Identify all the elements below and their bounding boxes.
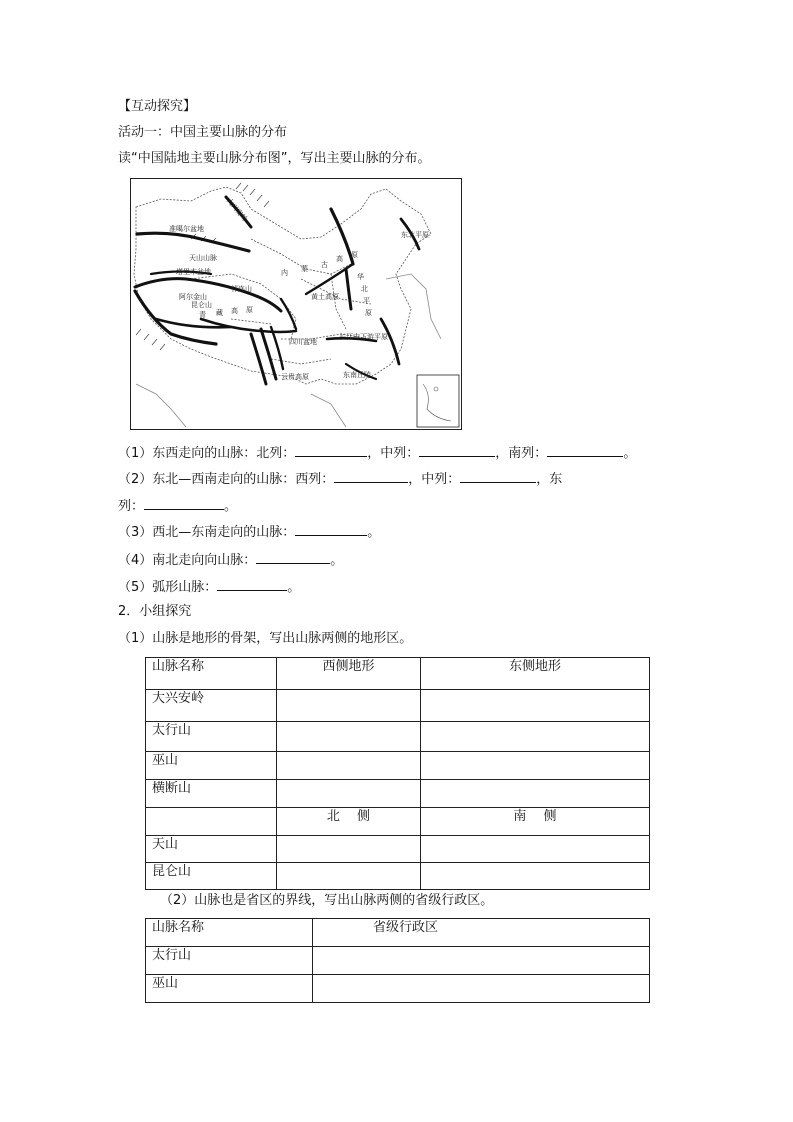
china-mountain-map [130,178,462,430]
t1-cell-answer[interactable] [421,863,650,890]
label-tarim: 塔里木盆地 [176,268,211,276]
t1-cell-answer[interactable] [277,863,421,890]
q4-end: 。 [330,553,344,568]
group-question-1: （1）山脉是地形的骨架，写出山脉两侧的地形区。 [118,631,413,646]
q2-mid1: ，中列： [408,472,461,487]
t1-cell-answer[interactable] [421,690,650,722]
q1-prefix: （1）东西走向的山脉：北列： [118,446,296,461]
table-row [146,947,650,975]
t1-header-west: 西侧地形 [277,658,421,690]
q1-middle-blank[interactable] [419,443,495,457]
label-north-china-4: 原 [365,309,372,317]
t1-subheader-empty [146,808,277,836]
t1-cell-answer[interactable] [277,722,421,752]
t1-cell-answer[interactable] [277,836,421,863]
t1-cell-answer[interactable] [277,780,421,808]
label-inner-2: 蒙 [301,265,308,273]
q5-blank[interactable] [217,577,287,591]
q3-blank[interactable] [295,522,367,536]
label-northeast-plain: 东北平原 [401,231,429,239]
t1-cell-answer[interactable] [421,752,650,780]
q2-middle-blank[interactable] [460,469,536,483]
q2-mid2: ，东 [536,472,563,487]
question-2 [118,469,562,488]
q2-prefix: （2）东北—西南走向的山脉：西列： [118,472,335,487]
q1-mid2: ，南列： [495,446,548,461]
t1-header-name: 山脉名称 [146,658,277,690]
t1-row-name: 天山 [146,836,277,863]
t2-row-name: 太行山 [146,947,313,975]
question-1 [118,443,636,462]
table-row [146,863,650,890]
t1-cell-answer[interactable] [421,722,650,752]
terrain-table [145,657,650,890]
label-inner-3: 古 [321,261,328,269]
map-drawing [131,179,461,429]
label-sichuan: 四川盆地 [289,338,317,346]
label-north-china-2: 北 [361,285,368,293]
q3-prefix: （3）西北—东南走向的山脉： [118,525,296,540]
table-row [146,975,650,1003]
table-row [146,836,650,863]
label-loess: 黄土高原 [311,293,339,301]
q1-end: 。 [623,446,637,461]
t1-subheader-north: 北 侧 [277,808,421,836]
q1-south-blank[interactable] [547,443,623,457]
label-tianshan: 天山山脉 [189,254,217,262]
label-qilian: 祁连山 [231,285,252,293]
table-row [146,752,650,780]
t1-row-name: 横断山 [146,780,277,808]
label-zang: 藏 [216,309,223,317]
label-yangtze-plain: 长江中下游平原 [339,333,388,341]
question-3 [118,522,380,541]
label-altun: 阿尔金山 [179,293,207,301]
table-row [146,780,650,808]
t2-header-province: 省级行政区 [313,919,650,947]
label-inner-4: 高 [336,255,343,263]
t2-row-name: 巫山 [146,975,313,1003]
table-row [146,722,650,752]
t1-cell-answer[interactable] [277,690,421,722]
label-yungui: 云贵高原 [281,373,309,381]
group-question-2: （2）山脉也是省区的界线，写出山脉两侧的省级行政区。 [160,893,494,908]
activity1-instruction: 读“中国陆地主要山脉分布图”，写出主要山脉的分布。 [118,151,431,166]
t2-cell-answer[interactable] [313,975,650,1003]
label-kunlun: 昆仑山 [191,301,212,309]
province-table [145,918,650,1003]
t1-row-name: 大兴安岭 [146,690,277,722]
label-greater-khingan: 大兴安岭 [224,196,249,224]
label-north-china-1: 华 [357,273,364,281]
t1-cell-answer[interactable] [421,780,650,808]
q4-prefix: （4）南北走向向山脉： [118,553,257,568]
q3-end: 。 [367,525,381,540]
label-yuan: 原 [246,306,253,314]
label-north-china-3: 平 [363,297,370,305]
q2-east-blank[interactable] [144,496,224,510]
label-inner-1: 内 [281,269,288,277]
t1-header-east: 东侧地形 [421,658,650,690]
t1-row-name: 昆仑山 [146,863,277,890]
activity1-title: 活动一：中国主要山脉的分布 [118,125,288,140]
q5-end: 。 [287,580,301,595]
q2-end: 。 [224,499,238,514]
q1-mid1: ，中列： [367,446,420,461]
q2-west-blank[interactable] [334,469,408,483]
q2-line2-prefix: 列： [118,499,145,514]
label-qing: 青 [199,311,206,319]
label-southeast-hills: 东南丘陵 [343,371,371,379]
t2-header-name: 山脉名称 [146,919,313,947]
table-row [146,690,650,722]
q4-blank[interactable] [256,550,330,564]
t1-cell-answer[interactable] [421,836,650,863]
t1-row-name: 太行山 [146,722,277,752]
question-4 [118,550,343,569]
group-title: 2．小组探究 [118,604,192,619]
label-junggar: 准噶尔盆地 [169,225,204,233]
q1-north-blank[interactable] [295,443,367,457]
t1-subheader-south: 南 侧 [421,808,650,836]
t2-cell-answer[interactable] [313,947,650,975]
t1-cell-answer[interactable] [277,752,421,780]
t1-row-name: 巫山 [146,752,277,780]
q5-prefix: （5）弧形山脉： [118,580,218,595]
question-2-line2 [118,496,237,515]
label-gao: 高 [231,307,238,315]
question-5 [118,577,300,596]
label-inner-5: 原 [351,251,358,259]
section-heading: 【互动探究】 [118,99,197,114]
